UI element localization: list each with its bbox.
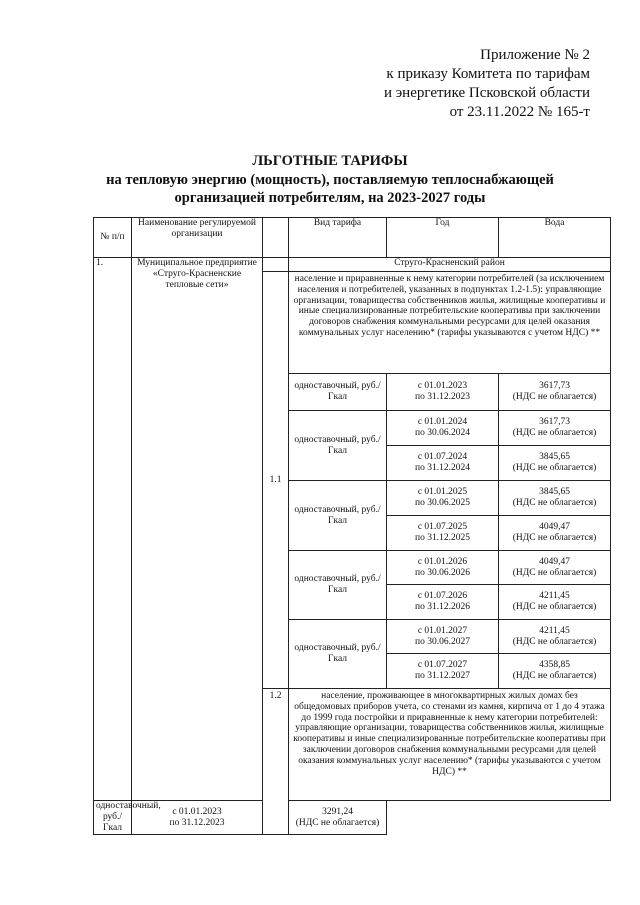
title-line: ЛЬГОТНЫЕ ТАРИФЫ [252,153,408,169]
header-name: Наименование регулируемой организации [132,218,263,258]
tariff-type: одноставочный, руб./Гкал [289,551,387,620]
tariff-type: одноставочный, руб./Гкал [289,411,387,481]
tariff-value: 4049,47 [539,522,570,532]
value-cell [499,654,611,689]
period-from: с 01.07.2024 [417,452,468,462]
vat-note: (НДС не облагается) [512,567,597,578]
document-title [60,152,600,208]
period-to: по 30.06.2027 [415,636,470,647]
value-cell [289,801,387,835]
group-description: население, проживающее в многоквартирных жилых домах без общедомовых приборов учета, со стенами из камня, кирпича от 1 до 4 этажа до 1999 года постройки и приравненные к нему категории потребителей: управляющие организации, товарищества собственников жилья, жилищные кооперативы и иные специализированные потребительские кооперативы при заключении договоров снабжения коммунальными ресурсами для целей оказания коммунальных услуг населению* (тарифы указываются с учетом НДС) ** [289,689,611,801]
tariff-type: одноставочный, руб./Гкал [94,801,132,835]
appendix-line: и энергетике Псковской области [383,85,590,101]
tariff-value: 3617,73 [539,381,570,391]
tariff-type: одноставочный, руб./Гкал [289,481,387,551]
group-description: население и приравненные к нему категории потребителей (за исключением населения и потребителей, указанных в подпунктах 1.2-1.5): управляющие организации, товарищества собственников жилья, жилищные кооперативы и иные специализированные потребительские кооперативы при заключении договоров снабжения коммунальными ресурсами для целей оказания коммунальных услуг населению* (тарифы указываются с учетом НДС) ** [289,272,611,374]
period-to: по 30.06.2026 [415,567,470,578]
vat-note: (НДС не облагается) [512,463,597,473]
tariff-table [93,217,611,835]
tariff-value: 4211,45 [539,591,570,601]
value-cell [499,516,611,551]
vat-note: (НДС не облагается) [512,671,597,681]
organization-name: Муниципальное предприятие «Струго-Красненские тепловые сети» [132,258,263,801]
period-from: с 01.07.2025 [417,522,468,532]
group-code: 1.1 [263,272,289,689]
period-to: по 30.06.2025 [415,498,470,508]
value-cell [499,446,611,481]
tariff-value: 3291,24 [322,806,353,817]
vat-note: (НДС не облагается) [512,533,597,543]
tariff-type: одноставочный, руб./Гкал [289,620,387,689]
tariff-value: 4358,85 [539,660,570,670]
period-cell [387,551,499,585]
header-year: Год [387,218,499,258]
period-from: с 01.01.2023 [417,381,468,391]
vat-note: (НДС не облагается) [295,817,380,828]
period-from: с 01.01.2024 [417,417,468,427]
period-cell [387,620,499,654]
row-number: 1. [94,258,132,801]
value-cell [499,411,611,446]
period-to: по 31.12.2023 [169,817,225,828]
period-from: с 01.07.2026 [417,591,468,601]
district-empty [263,258,289,272]
value-cell [499,374,611,411]
vat-note: (НДС не облагается) [512,498,597,508]
title-line: организацией потребителям, на 2023-2027 годы [174,190,486,206]
period-cell [387,446,499,481]
vat-note: (НДС не облагается) [512,602,597,612]
period-from: с 01.01.2023 [172,806,222,817]
vat-note: (НДС не облагается) [512,392,597,402]
period-to: по 31.12.2023 [415,392,470,402]
header-empty [263,218,289,258]
period-to: по 31.12.2024 [415,463,470,473]
value-cell [499,551,611,585]
period-cell [387,481,499,516]
period-cell [387,411,499,446]
tariff-value: 3845,65 [539,487,570,497]
header-num: № п/п [94,218,132,258]
title-line: на тепловую энергию (мощность), поставляемую теплоснабжающей [106,171,554,188]
period-from: с 01.07.2027 [417,660,468,670]
period-cell [387,585,499,620]
appendix-header [350,46,590,122]
appendix-line: к приказу Комитета по тарифам [386,66,590,82]
period-from: с 01.01.2026 [417,556,468,567]
tariff-value: 3845,65 [539,452,570,462]
period-to: по 31.12.2025 [415,533,470,543]
period-cell [387,374,499,411]
value-cell [499,585,611,620]
header-type: Вид тарифа [289,218,387,258]
period-from: с 01.01.2025 [417,487,468,497]
tariff-value: 4049,47 [539,556,570,567]
period-cell [387,654,499,689]
header-water: Вода [499,218,611,258]
group-code: 1.2 [263,689,289,835]
period-from: с 01.01.2027 [417,625,468,636]
tariff-value: 3617,73 [539,417,570,427]
tariff-value: 4211,45 [539,625,570,636]
district-name: Струго-Красненский район [289,258,611,272]
period-to: по 31.12.2026 [415,602,470,612]
appendix-line: от 23.11.2022 № 165-т [449,104,590,120]
period-cell [387,516,499,551]
tariff-type: одноставочный, руб./Гкал [289,374,387,411]
vat-note: (НДС не облагается) [512,428,597,438]
value-cell [499,620,611,654]
appendix-line: Приложение № 2 [480,47,590,63]
period-to: по 30.06.2024 [415,428,470,438]
value-cell [499,481,611,516]
period-to: по 31.12.2027 [415,671,470,681]
vat-note: (НДС не облагается) [512,636,597,647]
